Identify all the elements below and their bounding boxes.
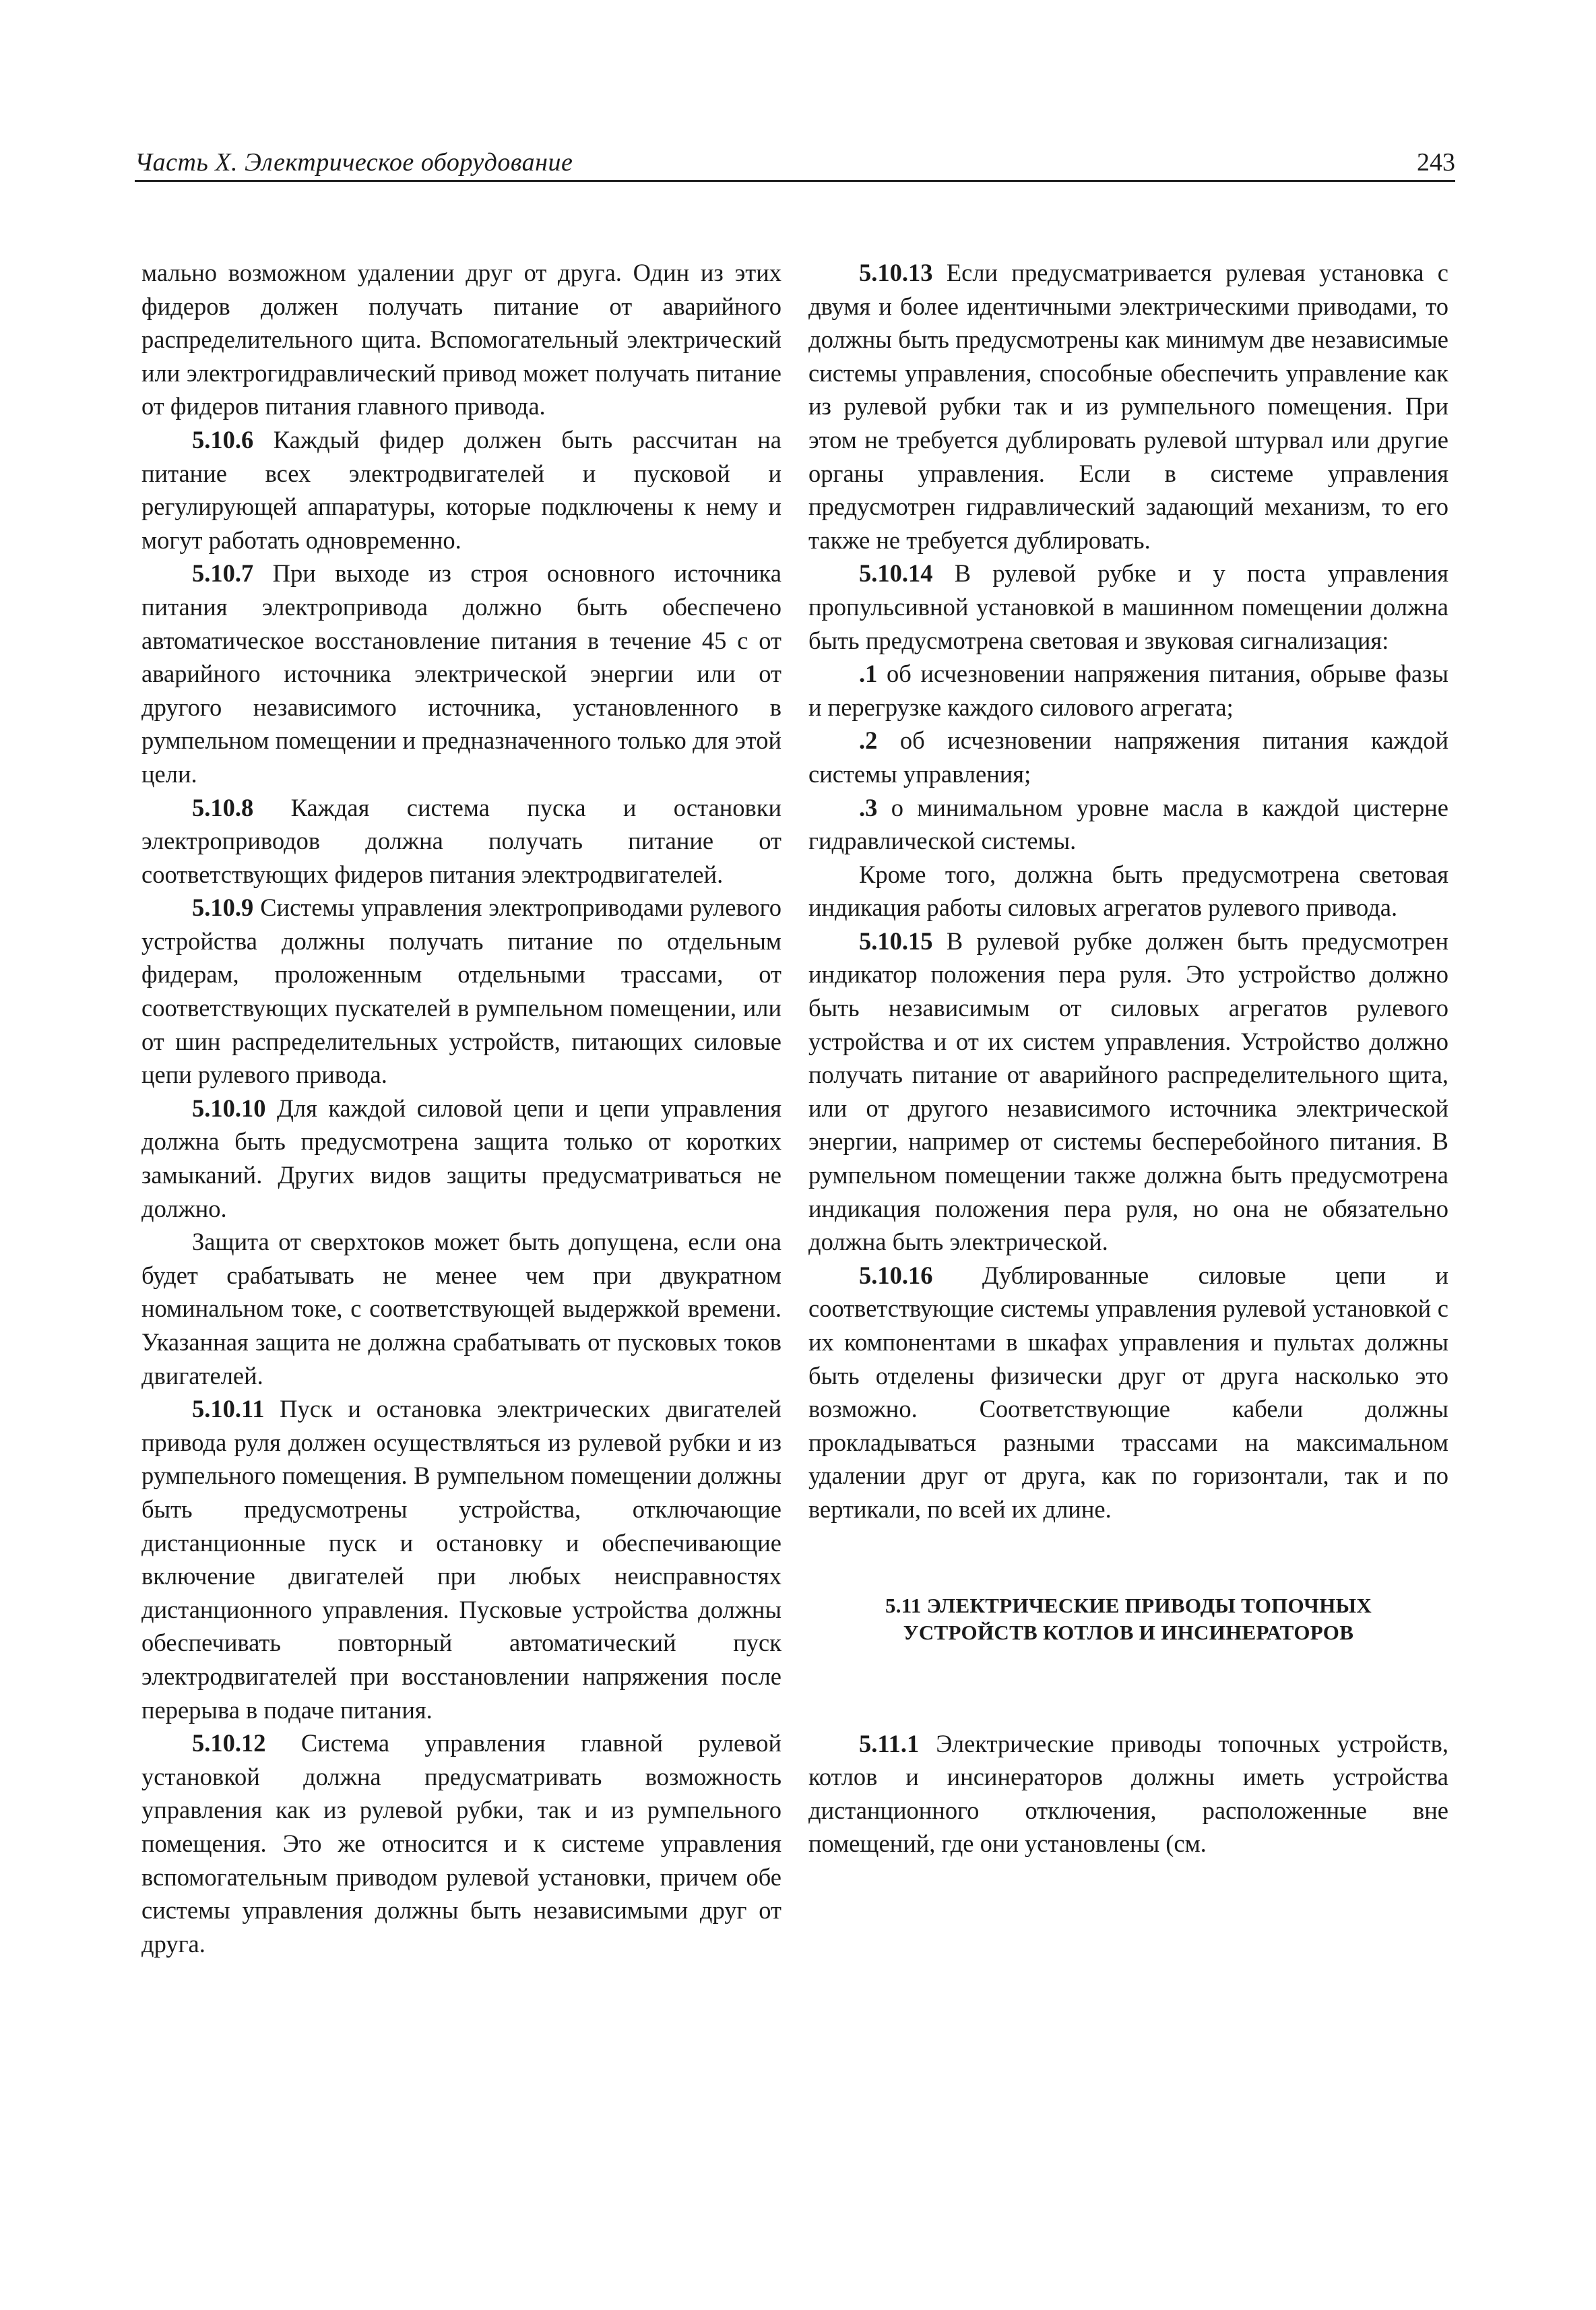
section-heading-line: УСТРОЙСТВ КОТЛОВ И ИНСИНЕРАТОРОВ — [903, 1620, 1354, 1644]
page-number: 243 — [1417, 148, 1455, 177]
paragraph-5-10-10 — [141, 1092, 781, 1225]
list-item-3 — [808, 791, 1448, 858]
paragraph-5-10-8 — [141, 791, 781, 892]
clause-text: Для каждой силовой цепи и цепи управления должна быть предусмотрена защита только от коротких замыканий. Других видов защиты предусматриваться не должно. — [141, 1094, 781, 1222]
clause-text: Система управления главной рулевой установкой должна предусматривать возможность управления как из рулевой рубки, так и из румпельного помещения. Это же относится и к системе управления вспомогательным приводом рулевой установки, причем обе системы управления должны быть независимыми друг от друга. — [141, 1729, 781, 1958]
paragraph: мально возможном удалении друг от друга. Один из этих фидеров должен получать питание от аварийного распределительного щита. Вспомогательный электрический или электрогидравлический привод может получать питание от фидеров питания главного привода. — [141, 259, 781, 420]
section-heading — [808, 1592, 1448, 1646]
paragraph-5-10-9 — [141, 891, 781, 1092]
paragraph-5-10-16 — [808, 1259, 1448, 1526]
clause-text: Каждый фидер должен быть рассчитан на питание всех электродвигателей и пусковой и регулирующей аппаратуры, которые подключены к нему и могут работать одновременно. — [141, 425, 781, 554]
item-text: об исчезновении напряжения питания, обрыве фазы и перегрузке каждого силового агрегата; — [808, 660, 1448, 721]
item-number: .2 — [859, 726, 878, 755]
list-item-2 — [808, 724, 1448, 790]
clause-number: 5.10.12 — [192, 1729, 266, 1757]
clause-text: Системы управления электроприводами рулевого устройства должны получать питание по отдельным фидерам, проложенным отдельными трассами, от соответствующих пускателей в румпельном помещении, или от шин распределительных устройств, питающих силовые цепи рулевого привода. — [141, 894, 781, 1089]
list-item-1 — [808, 657, 1448, 724]
clause-number: 5.10.14 — [859, 559, 933, 588]
clause-text: В рулевой рубке и у поста управления пропульсивной установкой в машинном помещении должна быть предусмотрена световая и звуковая сигнализация: — [808, 559, 1448, 654]
clause-number: 5.10.16 — [859, 1261, 933, 1289]
paragraph-5-10-11 — [141, 1392, 781, 1726]
paragraph: Защита от сверхтоков может быть допущена, если она будет срабатывать не менее чем при двукратном номинальном токе, с соответствующей выдержкой времени. Указанная защита не должна срабатывать от пусковых токов двигателей. — [141, 1228, 781, 1390]
item-text: об исчезновении напряжения питания каждой системы управления; — [808, 726, 1448, 788]
paragraph-5-10-7 — [141, 557, 781, 790]
clause-text: Электрические приводы топочных устройств, котлов и инсинераторов должны иметь устройства дистанционного отключения, расположенные вне помещений, где они установлены (см. — [808, 1729, 1448, 1858]
clause-number: 5.10.7 — [192, 559, 254, 588]
paragraph-5-10-14 — [808, 557, 1448, 657]
left-column — [141, 256, 781, 1960]
item-text: о минимальном уровне масла в каждой цистерне гидравлической системы. — [808, 793, 1448, 855]
item-number: .1 — [859, 660, 878, 688]
clause-number: 5.10.10 — [192, 1094, 266, 1122]
clause-text: Каждая система пуска и остановки электроприводов должна получать питание от соответствующих фидеров питания электродвигателей. — [141, 793, 781, 888]
clause-number: 5.10.6 — [192, 425, 254, 454]
paragraph-5-10-6 — [141, 423, 781, 557]
paragraph-5-10-13 — [808, 256, 1448, 557]
clause-text: Пуск и остановка электрических двигателей привода руля должен осуществляться из рулевой рубки и из румпельного помещения. В румпельном помещении должны быть предусмотрены устройства, отключающие дистанционные пуск и остановку и обеспечивающие включение двигателей при любых неисправностях дистанционного управления. Пусковые устройства должны обеспечивать повторный автоматический пуск электродвигателей при восстановлении напряжения после перерыва в подаче питания. — [141, 1395, 781, 1724]
clause-number: 5.10.8 — [192, 793, 254, 821]
clause-number: 5.10.9 — [192, 894, 254, 922]
clause-text: Дублированные силовые цепи и соответствующие системы управления рулевой установкой с их компонентами в шкафах управления и пультах должны быть отделены физически друг от друга насколько это возможно. Соответствующие кабели должны прокладываться разными трассами на максимальном удалении друг от друга, как по горизонтали, так и по вертикали, по всей их длине. — [808, 1261, 1448, 1523]
clause-text: В рулевой рубке должен быть предусмотрен индикатор положения пера руля. Это устройство должно быть независимым от силовых агрегатов рулевого устройства и от их систем управления. Устройство должно получать питание от аварийного распределительного щита, или от другого независимого источника электрической энергии, например от системы бесперебойного питания. В румпельном помещении также должна быть предусмотрена индикация положения пера руля, но она не обязательно должна быть электрической. — [808, 927, 1448, 1256]
right-column — [808, 256, 1448, 1861]
clause-number: 5.10.15 — [859, 927, 933, 955]
clause-number: 5.10.11 — [192, 1395, 265, 1423]
clause-text: При выходе из строя основного источника питания электропривода должно быть обеспечено автоматическое восстановление питания в течение 45 с от аварийного источника электрической энергии или от другого независимого источника, установленного в румпельном помещении и предназначенного только для этой цели. — [141, 559, 781, 788]
paragraph: Кроме того, должна быть предусмотрена световая индикация работы силовых агрегатов рулевого привода. — [808, 860, 1448, 922]
item-number: .3 — [859, 793, 878, 821]
page-header — [135, 138, 1455, 182]
section-heading-line: 5.11 ЭЛЕКТРИЧЕСКИЕ ПРИВОДЫ ТОПОЧНЫХ — [885, 1593, 1372, 1617]
clause-number: 5.10.13 — [859, 259, 933, 286]
clause-text: Если предусматривается рулевая установка с двумя и более идентичными электрическими приводами, то должны быть предусмотрены как минимум две независимые системы управления, способные обеспечить управление как из рулевой рубки так и из румпельного помещения. При этом не требуется дублировать рулевой штурвал или другие органы управления. Если в системе управления предусмотрен гидравлический задающий механизм, то его также не требуется дублировать. — [808, 259, 1448, 554]
clause-number: 5.11.1 — [859, 1729, 920, 1757]
paragraph-5-10-15 — [808, 925, 1448, 1259]
paragraph-5-11-1 — [808, 1727, 1448, 1861]
paragraph-5-10-12 — [141, 1726, 781, 1960]
running-title: Часть X. Электрическое оборудование — [135, 148, 573, 177]
